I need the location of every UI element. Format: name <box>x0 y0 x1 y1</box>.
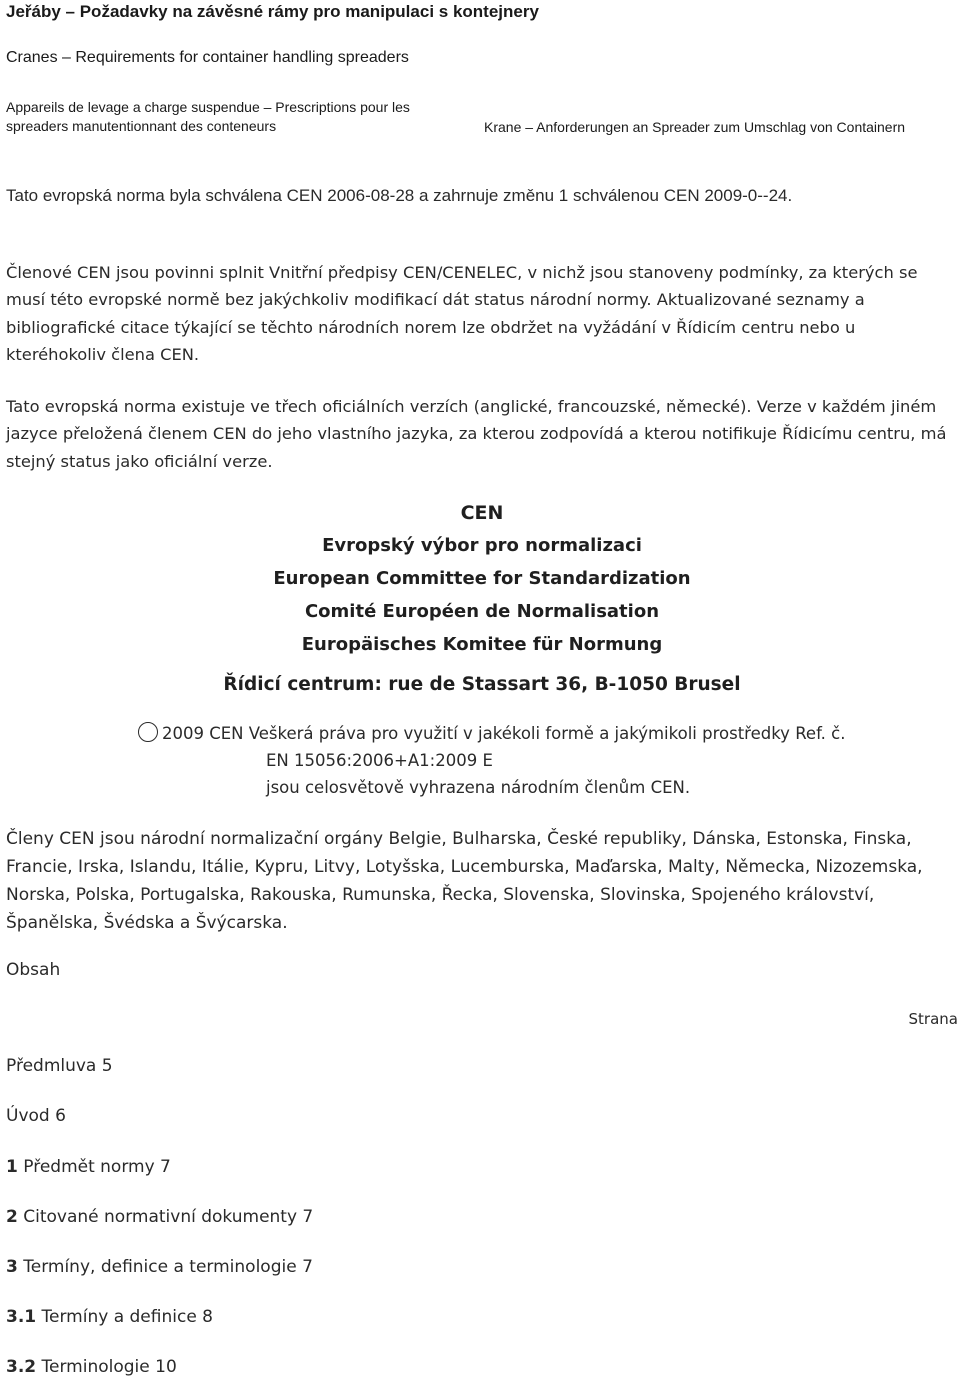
toc-item-title: Terminologie 10 <box>36 1357 177 1377</box>
title-english: Cranes – Requirements for container handling spreaders <box>6 49 409 66</box>
copyright-line-3: jsou celosvětově vyhrazena národním členům CEN. <box>266 778 691 797</box>
toc-item-title: Předmět normy 7 <box>17 1157 171 1177</box>
toc-page-column-label: Strana <box>908 1010 958 1028</box>
toc-item-number: 3.2 <box>6 1357 37 1377</box>
toc-item[interactable] <box>6 1207 313 1227</box>
cen-headquarters: Řídicí centrum: rue de Stassart 36, B-1050 Brusel <box>223 674 741 695</box>
toc-item[interactable] <box>6 1157 171 1177</box>
toc-item-number: 3.1 <box>6 1307 37 1327</box>
toc-heading: Obsah <box>6 960 61 980</box>
title-czech: Jeřáby – Požadavky na závěsné rámy pro manipulaci s kontejnery <box>6 2 539 21</box>
toc-item-number: 2 <box>6 1207 18 1227</box>
copyright-reference-number: EN 15056:2006+A1:2009 E <box>266 751 493 770</box>
members-requirement-paragraph: Členové CEN jsou povinni splnit Vnitřní předpisy CEN/CENELEC, v nichž jsou stanoveny podmínky, za kterých se musí této evropské normě bez jakýchkoliv modifikací dát status národní normy. Aktualizované seznamy a bibliografické citace týkající se těchto národních norem lze obdržet na vyžádání v Řídicím centru nebo u kteréhokoliv člena CEN. <box>6 263 918 364</box>
toc-item[interactable] <box>6 1106 66 1126</box>
cen-members-list: Členy CEN jsou národní normalizační orgány Belgie, Bulharska, České republiky, Dánska, Estonska, Finska, Francie, Irska, Islandu, Itálie, Kypru, Litvy, Lotyšska, Lucemburska, Maďarska, Malty, Německa, Nizozemska, Norska, Polska, Portugalska, Rakouska, Rumunska, Řecka, Slovenska, Slovinska, Spojeného království, Španělska, Švédska a Švýcarska. <box>6 829 923 933</box>
cen-name-czech: Evropský výbor pro normalizaci <box>322 535 642 556</box>
copyright-icon <box>138 722 158 742</box>
toc-item-title: Úvod 6 <box>6 1106 66 1126</box>
toc-item-number: 3 <box>6 1257 18 1277</box>
toc-item[interactable] <box>6 1307 213 1327</box>
toc-item[interactable] <box>6 1357 177 1377</box>
cen-name-german: Europäisches Komitee für Normung <box>301 634 663 655</box>
cen-acronym: CEN <box>460 502 504 524</box>
toc-item[interactable] <box>6 1056 113 1076</box>
cen-name-french: Comité Européen de Normalisation <box>304 601 660 622</box>
cen-identity-block <box>0 497 960 701</box>
toc-item-title: Termíny a definice 8 <box>36 1307 213 1327</box>
toc-item-title: Předmluva 5 <box>6 1056 113 1076</box>
approval-statement: Tato evropská norma byla schválena CEN 2006-08-28 a zahrnuje změnu 1 schválenou CEN 2009-0--24. <box>6 186 793 205</box>
toc-item-number: 1 <box>6 1157 18 1177</box>
toc-item[interactable] <box>6 1257 313 1277</box>
copyright-line-1: 2009 CEN Veškerá práva pro využití v jakékoli formě a jakýmikoli prostředky Ref. č. <box>162 724 846 743</box>
copyright-continuation <box>266 747 690 801</box>
title-french: Appareils de levage a charge suspendue – Prescriptions pour les spreaders manutentionnant des conteneurs <box>6 99 410 134</box>
toc-item-title: Termíny, definice a terminologie 7 <box>17 1257 313 1277</box>
toc-item-title: Citované normativní dokumenty 7 <box>17 1207 314 1227</box>
title-german: Krane – Anforderungen an Spreader zum Umschlag von Containern <box>484 119 906 135</box>
cen-name-english: European Committee for Standardization <box>273 568 691 589</box>
official-versions-paragraph: Tato evropská norma existuje ve třech oficiálních verzích (anglické, francouzské, německé). Verze v každém jiném jazyce přeložená členem CEN do jeho vlastního jazyka, za kterou zodpovídá a kterou notifikuje Řídicímu centru, má stejný status jako oficiální verze. <box>6 397 947 471</box>
copyright-notice <box>138 720 846 747</box>
